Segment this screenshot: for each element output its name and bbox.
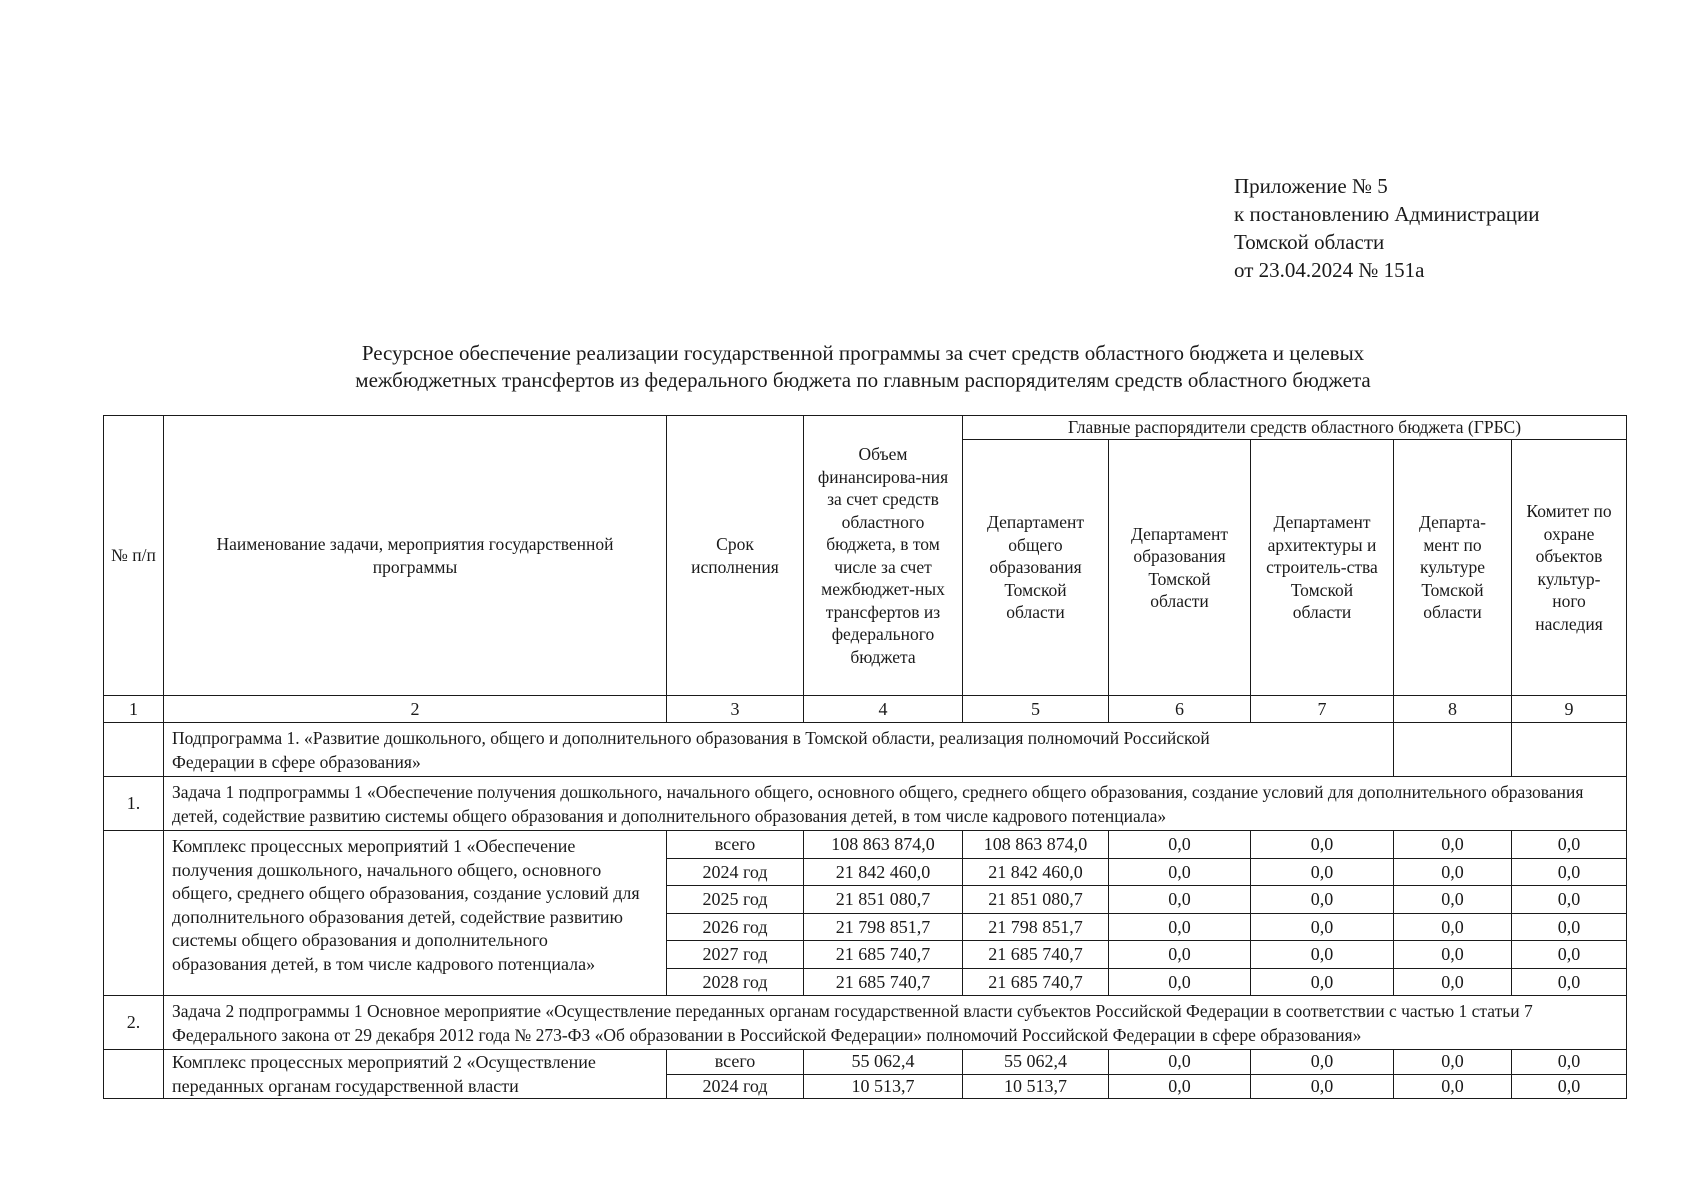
- value-cell: 0,0: [1109, 858, 1251, 886]
- col-number: 1: [104, 696, 164, 723]
- col-number: 4: [804, 696, 963, 723]
- value-cell: 0,0: [1251, 913, 1394, 941]
- value-cell: 0,0: [1394, 913, 1512, 941]
- task-2-text: Задача 2 подпрограммы 1 Основное мероприятие «Осуществление переданных органам государственной власти субъектов Российской Федерации в соответствии с частью 1 статьи 7 Федерального закона от 29 декабря 2012 года № 273-ФЗ «Об образовании в Российской Федерации» полномочий Российской Федерации в сфере образования»: [164, 996, 1627, 1050]
- header-row-1: [104, 416, 1627, 440]
- value-cell: 21 798 851,7: [804, 913, 963, 941]
- value-cell: 0,0: [1109, 1050, 1251, 1075]
- header-dept-architecture: Департамент архитектуры и строитель-ства Томской области: [1251, 440, 1394, 696]
- header-name: Наименование задачи, мероприятия государственной программы: [164, 416, 667, 696]
- task-1-text: Задача 1 подпрограммы 1 «Обеспечение получения дошкольного, начального общего, основного общего, среднего общего образования, создание условий для дополнительного образования детей, содействие развитию системы общего образования и дополнительного образования детей, в том числе кадрового потенциала»: [164, 777, 1627, 831]
- annex-number: Приложение № 5: [1234, 174, 1388, 198]
- value-cell: 0,0: [1512, 886, 1627, 914]
- value-cell: 108 863 874,0: [804, 831, 963, 859]
- annex-header: [1234, 172, 1540, 284]
- col-number: 9: [1512, 696, 1627, 723]
- value-cell: 0,0: [1251, 858, 1394, 886]
- title-line-2: межбюджетных трансфертов из федерального бюджета по главным распорядителям средств областного бюджета: [355, 368, 1371, 392]
- value-cell: 0,0: [1512, 941, 1627, 969]
- value-cell: 21 798 851,7: [963, 913, 1109, 941]
- value-cell: 0,0: [1251, 941, 1394, 969]
- value-cell: 0,0: [1251, 831, 1394, 859]
- value-cell: 55 062,4: [963, 1050, 1109, 1075]
- term-cell: 2026 год: [667, 913, 804, 941]
- value-cell: 0,0: [1109, 941, 1251, 969]
- value-cell: 0,0: [1394, 858, 1512, 886]
- task-2-index: 2.: [104, 996, 164, 1050]
- value-cell: 0,0: [1109, 1074, 1251, 1099]
- value-cell: 108 863 874,0: [963, 831, 1109, 859]
- col-number: 2: [164, 696, 667, 723]
- value-cell: 0,0: [1251, 1074, 1394, 1099]
- value-cell: 0,0: [1512, 858, 1627, 886]
- term-cell: 2024 год: [667, 858, 804, 886]
- task-1-row: [104, 777, 1627, 831]
- header-dept-education: Департамент образования Томской области: [1109, 440, 1251, 696]
- term-cell: 2025 год: [667, 886, 804, 914]
- value-cell: 0,0: [1394, 1050, 1512, 1075]
- task-2-row: [104, 996, 1627, 1050]
- term-cell: всего: [667, 1050, 804, 1075]
- value-cell: 21 685 740,7: [963, 968, 1109, 996]
- col-number: 3: [667, 696, 804, 723]
- term-cell: 2024 год: [667, 1074, 804, 1099]
- col-number: 6: [1109, 696, 1251, 723]
- value-cell: 21 685 740,7: [963, 941, 1109, 969]
- subprogram-title: Подпрограмма 1. «Развитие дошкольного, общего и дополнительного образования в Томской области, реализация полномочий Российской Федерации в сфере образования»: [164, 723, 1394, 777]
- col-number: 7: [1251, 696, 1394, 723]
- value-cell: 0,0: [1251, 1050, 1394, 1075]
- resource-table: [103, 415, 1627, 1099]
- header-grbs: Главные распорядители средств областного бюджета (ГРБС): [963, 416, 1627, 440]
- term-cell: всего: [667, 831, 804, 859]
- value-cell: 21 685 740,7: [804, 941, 963, 969]
- subprogram-row: [104, 723, 1627, 777]
- title-line-1: Ресурсное обеспечение реализации государственной программы за счет средств областного бюджета и целевых: [361, 341, 1365, 365]
- value-cell: 0,0: [1109, 913, 1251, 941]
- value-cell: 0,0: [1512, 831, 1627, 859]
- annex-reference: к постановлению Администрации: [1234, 202, 1540, 226]
- header-committee-heritage: Комитет по охране объектов культур-ного наследия: [1512, 440, 1627, 696]
- annex-region: Томской области: [1234, 230, 1385, 254]
- value-cell: 21 685 740,7: [804, 968, 963, 996]
- value-cell: 21 851 080,7: [963, 886, 1109, 914]
- value-cell: 0,0: [1109, 831, 1251, 859]
- value-cell: 0,0: [1251, 968, 1394, 996]
- value-cell: 21 842 460,0: [804, 858, 963, 886]
- header-volume: Объем финансирова-ния за счет средств областного бюджета, в том числе за счет межбюджет-ных трансфертов из федерального бюджета: [804, 416, 963, 696]
- header-dept-general: Департамент общего образования Томской области: [963, 440, 1109, 696]
- value-cell: 0,0: [1109, 968, 1251, 996]
- value-cell: 0,0: [1394, 941, 1512, 969]
- document-title: [100, 340, 1626, 394]
- header-dept-culture: Департа-мент по культуре Томской области: [1394, 440, 1512, 696]
- col-number: 8: [1394, 696, 1512, 723]
- header-num: № п/п: [104, 416, 164, 696]
- value-cell: 0,0: [1394, 1074, 1512, 1099]
- column-numbers-row: [104, 696, 1627, 723]
- value-cell: 0,0: [1394, 968, 1512, 996]
- value-cell: 0,0: [1512, 1050, 1627, 1075]
- complex-1-name: Комплекс процессных мероприятий 1 «Обеспечение получения дошкольного, начального общего, основного общего, среднего общего образования, создание условий для дополнительного образования детей, содействие развитию системы общего образования и дополнительного образования детей, в том числе кадрового потенциала»: [164, 831, 667, 996]
- col-number: 5: [963, 696, 1109, 723]
- value-cell: 55 062,4: [804, 1050, 963, 1075]
- table-row: [104, 1050, 1627, 1075]
- value-cell: 0,0: [1512, 1074, 1627, 1099]
- value-cell: 0,0: [1109, 886, 1251, 914]
- term-cell: 2027 год: [667, 941, 804, 969]
- value-cell: 0,0: [1394, 886, 1512, 914]
- value-cell: 0,0: [1251, 886, 1394, 914]
- value-cell: 0,0: [1394, 831, 1512, 859]
- value-cell: 21 842 460,0: [963, 858, 1109, 886]
- value-cell: 21 851 080,7: [804, 886, 963, 914]
- annex-date: от 23.04.2024 № 151а: [1234, 258, 1425, 282]
- value-cell: 10 513,7: [804, 1074, 963, 1099]
- table-row: [104, 831, 1627, 859]
- complex-2-name: Комплекс процессных мероприятий 2 «Осуществление переданных органам государственной власти: [164, 1050, 667, 1099]
- header-term: Срок исполнения: [667, 416, 804, 696]
- value-cell: 10 513,7: [963, 1074, 1109, 1099]
- term-cell: 2028 год: [667, 968, 804, 996]
- value-cell: 0,0: [1512, 913, 1627, 941]
- task-1-index: 1.: [104, 777, 164, 831]
- value-cell: 0,0: [1512, 968, 1627, 996]
